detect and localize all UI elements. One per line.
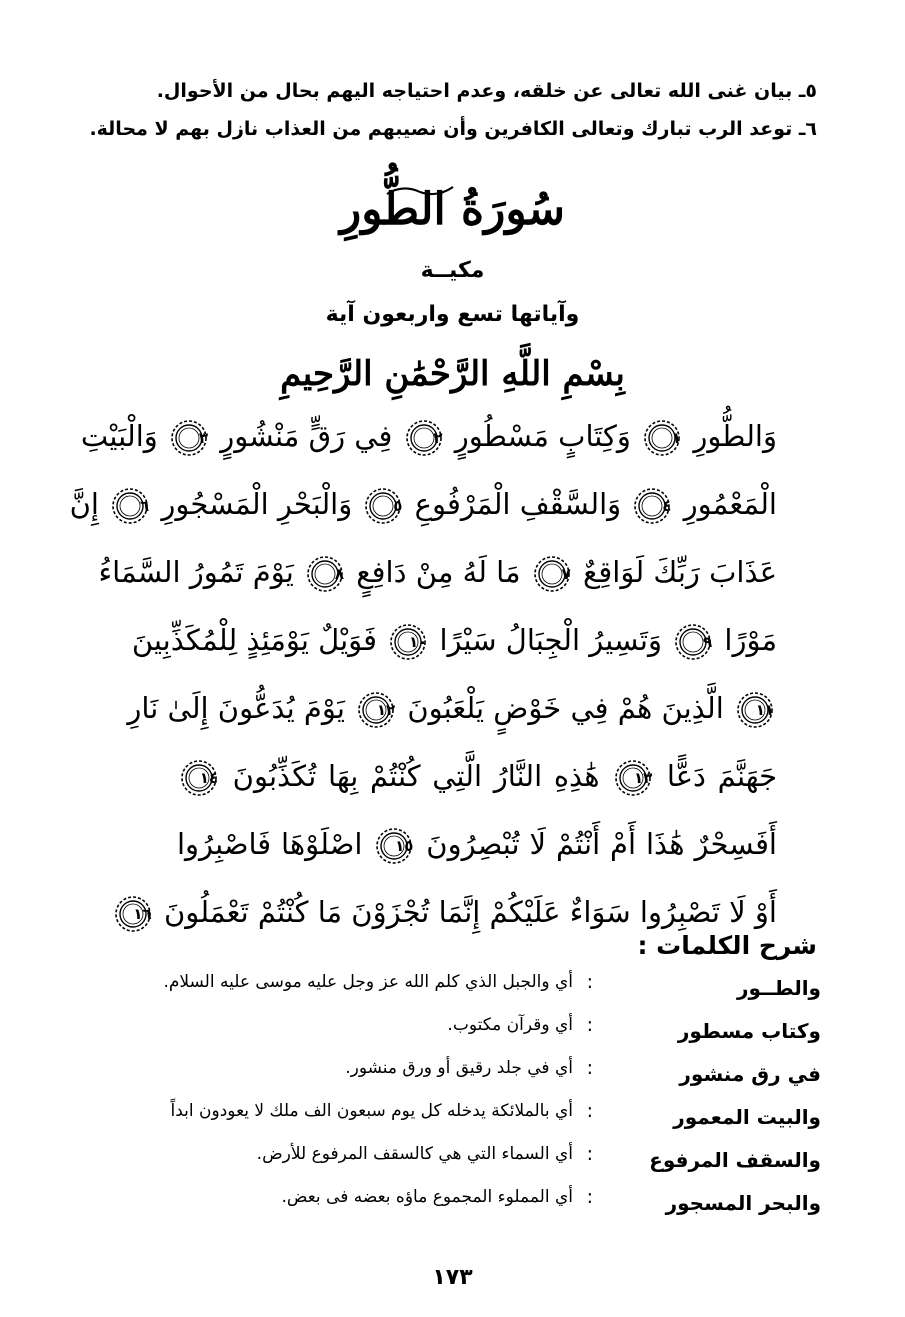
ayah-number: ٨ <box>334 565 345 583</box>
ayah-number: ٦ <box>140 497 150 515</box>
ayah-marker <box>357 691 395 729</box>
vocabulary-term: والبيت المعمور <box>673 1105 821 1129</box>
ayah-marker <box>389 623 427 661</box>
verse-line <box>98 538 777 606</box>
verse-line <box>80 402 777 470</box>
ayah-number: ٤ <box>662 497 672 515</box>
verse-text: وَالْبَحْرِ الْمَسْجُورِ <box>161 487 353 521</box>
surah-title-text: سُورَةُ الطُّورِ <box>340 184 565 235</box>
ayah-marker <box>674 623 712 661</box>
vocabulary-separator: : <box>586 1014 593 1036</box>
ayah-number: ١٢ <box>376 701 396 719</box>
intro-point: ٦ـ توعد الرب تبارك وتعالى الكافرين وأن نصيبهم من العذاب نازل بهم لا محالة. <box>89 118 817 140</box>
ayah-number: ٣ <box>198 429 208 447</box>
ayah-marker <box>180 759 218 797</box>
verse-text: وَتَسِيرُ الْجِبَالُ سَيْرًا <box>439 623 662 657</box>
vocabulary-separator: : <box>586 1100 593 1122</box>
ayah-number: ١٦ <box>133 905 152 923</box>
verse-text: هَٰذِهِ النَّارُ الَّتِي كُنْتُمْ بِهَا تُكَذِّبُونَ <box>232 759 600 793</box>
vocabulary-separator: : <box>586 971 593 993</box>
vocabulary-separator: : <box>586 1143 593 1165</box>
verse-text: وَكِتَابٍ مَسْطُورٍ <box>454 419 631 453</box>
surah-classification: مكيــة <box>420 258 485 283</box>
surah-ayah-count: وآياتها تسع واربعون آية <box>325 302 580 327</box>
verse-line <box>127 674 777 742</box>
ayah-marker <box>614 759 652 797</box>
ayah-marker <box>375 827 413 865</box>
basmala: بِسْمِ اللَّهِ الرَّحْمَٰنِ الرَّحِيمِ <box>280 354 625 394</box>
vocabulary-definition: أي وقرآن مكتوب. <box>447 1015 573 1035</box>
vocabulary-item <box>81 966 821 1009</box>
title-flourish-icon <box>385 184 455 198</box>
vocabulary-definition: أي في جلد رقيق أو ورق منشور. <box>345 1058 573 1078</box>
vocabulary-term: والطــور <box>736 976 821 1000</box>
ayah-marker <box>306 555 344 593</box>
verse-text: الْمَعْمُورِ <box>683 487 777 521</box>
vocabulary-item <box>81 1181 821 1224</box>
verse-text: فَوَيْلٌ يَوْمَئِذٍ لِلْمُكَذِّبِينَ <box>131 623 378 657</box>
verse-text: يَوْمَ تَمُورُ السَّمَاءُ <box>98 555 294 589</box>
ayah-marker <box>405 419 443 457</box>
intro-point: ٥ـ بيان غنى الله تعالى عن خلقه، وعدم احتياجه اليهم بحال من الأحوال. <box>156 80 817 102</box>
ayah-number: ١٠ <box>408 633 428 651</box>
verse-line <box>177 810 777 878</box>
verse-text: جَهَنَّمَ دَعًّا <box>666 759 777 793</box>
verse-text: مَوْرًا <box>724 623 777 657</box>
vocabulary-separator: : <box>586 1057 593 1079</box>
ayah-number: ٥ <box>393 497 403 515</box>
verse-text: وَالْبَيْتِ <box>80 419 158 453</box>
vocabulary-definition: أي والجبل الذي كلم الله عز وجل عليه موسى عليه السلام. <box>163 972 573 992</box>
vocabulary-term: والبحر المسجور <box>665 1191 821 1215</box>
verse-text: وَالسَّقْفِ الْمَرْفُوعِ <box>414 487 622 521</box>
vocabulary-heading: شرح الكلمات : <box>637 931 817 960</box>
ayah-marker <box>170 419 208 457</box>
vocabulary-definition: أي المملوء المجموع ماؤه بعضه فى بعض. <box>281 1187 573 1207</box>
verse-line <box>177 742 777 810</box>
verse-line <box>69 470 777 538</box>
vocabulary-definition: أي بالملائكة يدخله كل يوم سبعون الف ملك لا يعودون ابداً <box>170 1101 573 1121</box>
surah-title <box>0 178 905 242</box>
verse-text: إِنَّ <box>69 487 99 521</box>
verse-text: مَا لَهُ مِنْ دَافِعٍ <box>356 555 521 589</box>
ayah-number: ١٣ <box>633 769 653 787</box>
ayah-number: ١ <box>671 429 682 447</box>
verse-line <box>131 606 777 674</box>
vocabulary-item <box>81 1095 821 1138</box>
ayah-marker <box>533 555 571 593</box>
vocabulary-item <box>81 1052 821 1095</box>
ayah-marker <box>111 487 149 525</box>
quran-verses <box>69 402 777 946</box>
verse-text: اصْلَوْهَا فَاصْبِرُوا <box>177 827 363 861</box>
ayah-number: ٩ <box>703 633 713 651</box>
ayah-number: ١٥ <box>395 837 414 855</box>
ayah-marker <box>643 419 681 457</box>
vocabulary-definition: أي السماء التي هي كالسقف المرفوع للأرض. <box>256 1144 573 1164</box>
ayah-number: ١١ <box>755 701 774 719</box>
verse-text: عَذَابَ رَبِّكَ لَوَاقِعٌ <box>582 555 777 589</box>
ayah-number: ٧ <box>561 565 571 583</box>
verse-text: وَالطُّورِ <box>693 419 777 453</box>
ayah-number: ٢ <box>433 429 443 447</box>
ayah-marker <box>364 487 402 525</box>
verse-text: يَوْمَ يُدَعُّونَ إِلَىٰ نَارِ <box>127 691 345 725</box>
vocabulary-term: والسقف المرفوع <box>649 1148 821 1172</box>
ayah-marker <box>736 691 774 729</box>
vocabulary-item <box>81 1009 821 1052</box>
ayah-marker <box>633 487 671 525</box>
vocabulary-term: في رق منشور <box>679 1062 821 1086</box>
vocabulary-term: وكتاب مسطور <box>677 1019 821 1043</box>
vocabulary-separator: : <box>586 1186 593 1208</box>
verse-text: فِي رَقٍّ مَنْشُورٍ <box>220 419 393 453</box>
page-number: ١٧٣ <box>432 1265 473 1290</box>
ayah-number: ١٤ <box>199 769 218 787</box>
vocabulary-list <box>81 966 821 1224</box>
ayah-marker <box>114 895 152 933</box>
verse-text: أَوْ لَا تَصْبِرُوا سَوَاءٌ عَلَيْكُمْ إِنَّمَا تُجْزَوْنَ مَا كُنْتُمْ تَعْمَلُونَ <box>163 895 777 929</box>
vocabulary-item <box>81 1138 821 1181</box>
verse-text: أَفَسِحْرٌ هَٰذَا أَمْ أَنْتُمْ لَا تُبْصِرُونَ <box>426 827 777 861</box>
verse-text: الَّذِينَ هُمْ فِي خَوْضٍ يَلْعَبُونَ <box>407 691 724 725</box>
intro-points <box>77 72 817 148</box>
